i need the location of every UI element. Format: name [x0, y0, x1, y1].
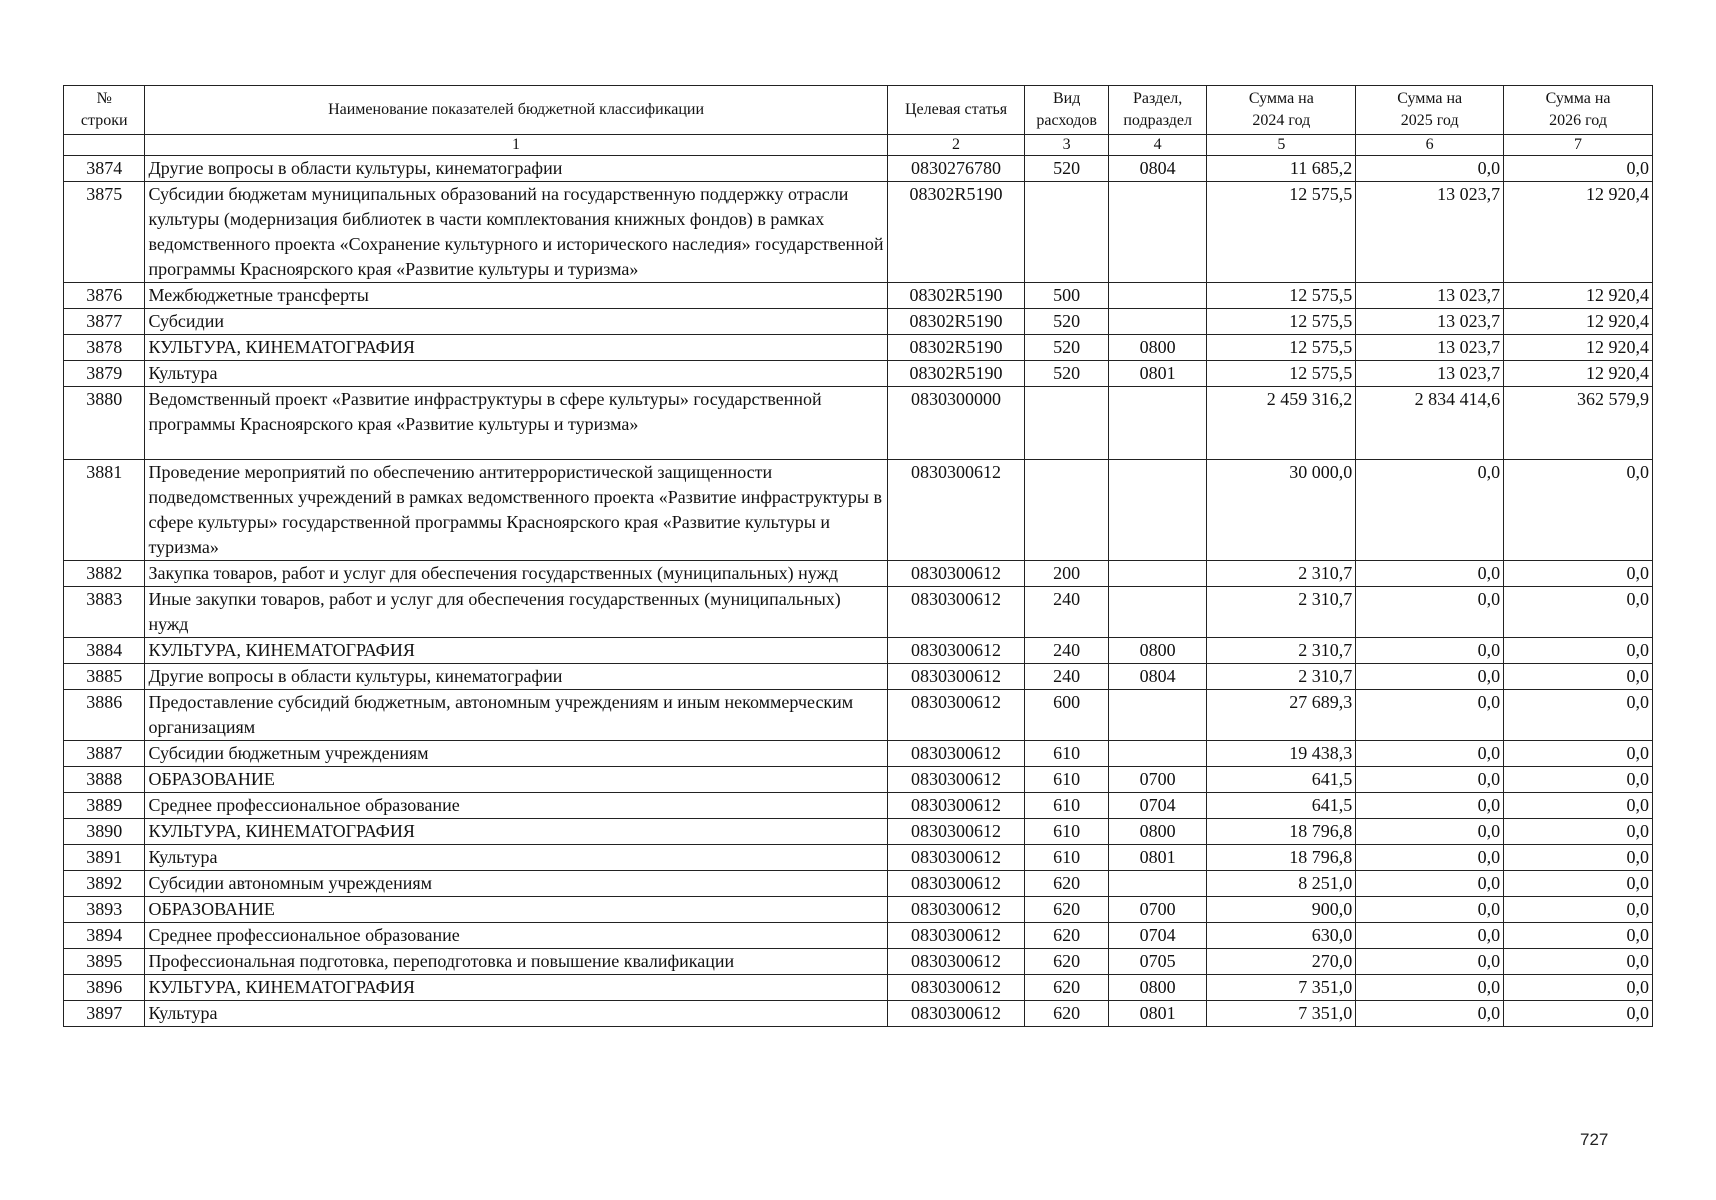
- cell-sum-2026: 0,0: [1504, 690, 1653, 741]
- cell-expense-kind: 620: [1025, 871, 1108, 897]
- cell-sum-2026: 0,0: [1504, 1001, 1653, 1027]
- column-number: 5: [1207, 135, 1356, 156]
- table-row: [64, 638, 1653, 664]
- cell-sum-2025: 0,0: [1356, 741, 1504, 767]
- cell-name: КУЛЬТУРА, КИНЕМАТОГРАФИЯ: [145, 975, 887, 1001]
- cell-name: Субсидии автономным учреждениям: [145, 871, 887, 897]
- cell-sum-2025: 13 023,7: [1356, 361, 1504, 387]
- cell-sum-2025: 0,0: [1356, 949, 1504, 975]
- cell-row-number: 3885: [64, 664, 145, 690]
- cell-expense-kind: 620: [1025, 949, 1108, 975]
- cell-sum-2024: 18 796,8: [1207, 819, 1356, 845]
- cell-sum-2024: 7 351,0: [1207, 975, 1356, 1001]
- cell-sum-2024: 12 575,5: [1207, 283, 1356, 309]
- cell-sum-2026: 12 920,4: [1504, 335, 1653, 361]
- cell-name: Культура: [145, 361, 887, 387]
- cell-target-article: 0830276780: [887, 156, 1025, 182]
- cell-sum-2026: 0,0: [1504, 975, 1653, 1001]
- table-row: [64, 664, 1653, 690]
- table-row: [64, 156, 1653, 182]
- cell-row-number: 3878: [64, 335, 145, 361]
- cell-section: [1108, 587, 1207, 638]
- cell-expense-kind: 240: [1025, 664, 1108, 690]
- cell-section: 0804: [1108, 156, 1207, 182]
- column-number: 4: [1108, 135, 1207, 156]
- cell-section: 0804: [1108, 664, 1207, 690]
- cell-row-number: 3895: [64, 949, 145, 975]
- cell-name: Субсидии бюджетам муниципальных образований на государственную поддержку отрасли культуры (модернизация библиотек в части комплектования книжных фондов) в рамках ведомственного проекта «Сохранение культурного и исторического наследия» государственной программы Красноярского края «Развитие культуры и туризма»: [145, 182, 887, 283]
- cell-sum-2025: 0,0: [1356, 819, 1504, 845]
- cell-name: Межбюджетные трансферты: [145, 283, 887, 309]
- header-target-article: Целевая статья: [887, 86, 1025, 135]
- cell-section: [1108, 182, 1207, 283]
- cell-name: Субсидии бюджетным учреждениям: [145, 741, 887, 767]
- cell-expense-kind: 620: [1025, 1001, 1108, 1027]
- cell-sum-2025: 0,0: [1356, 845, 1504, 871]
- cell-expense-kind: 520: [1025, 156, 1108, 182]
- cell-sum-2024: 19 438,3: [1207, 741, 1356, 767]
- cell-name: ОБРАЗОВАНИЕ: [145, 767, 887, 793]
- cell-target-article: 0830300612: [887, 975, 1025, 1001]
- table-row: [64, 767, 1653, 793]
- cell-sum-2024: 27 689,3: [1207, 690, 1356, 741]
- cell-expense-kind: 500: [1025, 283, 1108, 309]
- header-name: Наименование показателей бюджетной классификации: [145, 86, 887, 135]
- cell-expense-kind: 520: [1025, 335, 1108, 361]
- cell-sum-2026: 0,0: [1504, 664, 1653, 690]
- cell-row-number: 3877: [64, 309, 145, 335]
- cell-row-number: 3880: [64, 387, 145, 460]
- cell-sum-2024: 900,0: [1207, 897, 1356, 923]
- cell-sum-2026: 0,0: [1504, 819, 1653, 845]
- table-row: [64, 845, 1653, 871]
- cell-expense-kind: [1025, 387, 1108, 460]
- cell-target-article: 0830300612: [887, 741, 1025, 767]
- cell-section: 0800: [1108, 975, 1207, 1001]
- cell-row-number: 3891: [64, 845, 145, 871]
- cell-sum-2024: 630,0: [1207, 923, 1356, 949]
- cell-row-number: 3890: [64, 819, 145, 845]
- cell-sum-2024: 7 351,0: [1207, 1001, 1356, 1027]
- cell-sum-2026: 362 579,9: [1504, 387, 1653, 460]
- cell-row-number: 3889: [64, 793, 145, 819]
- cell-target-article: 0830300612: [887, 664, 1025, 690]
- cell-section: [1108, 561, 1207, 587]
- cell-sum-2025: 0,0: [1356, 690, 1504, 741]
- cell-expense-kind: 610: [1025, 845, 1108, 871]
- cell-sum-2025: 0,0: [1356, 664, 1504, 690]
- cell-row-number: 3881: [64, 460, 145, 561]
- table-body: [64, 156, 1653, 1027]
- cell-expense-kind: 200: [1025, 561, 1108, 587]
- cell-expense-kind: 620: [1025, 897, 1108, 923]
- cell-name: Проведение мероприятий по обеспечению антитеррористической защищенности подведомственных учреждений в рамках ведомственного проекта «Развитие инфраструктуры в сфере культуры» государственной программы Красноярского края «Развитие культуры и туризма»: [145, 460, 887, 561]
- cell-section: 0800: [1108, 638, 1207, 664]
- cell-target-article: 08302R5190: [887, 283, 1025, 309]
- column-number-row: [64, 135, 1653, 156]
- cell-target-article: 0830300000: [887, 387, 1025, 460]
- cell-sum-2024: 2 310,7: [1207, 638, 1356, 664]
- cell-expense-kind: 610: [1025, 793, 1108, 819]
- cell-target-article: 0830300612: [887, 460, 1025, 561]
- cell-sum-2025: 13 023,7: [1356, 182, 1504, 283]
- cell-row-number: 3896: [64, 975, 145, 1001]
- header-sum-2024: Сумма на 2024 год: [1207, 86, 1356, 135]
- cell-section: [1108, 309, 1207, 335]
- cell-row-number: 3875: [64, 182, 145, 283]
- cell-sum-2026: 0,0: [1504, 460, 1653, 561]
- cell-name: Ведомственный проект «Развитие инфраструктуры в сфере культуры» государственной программы Красноярского края «Развитие культуры и туризма»: [145, 387, 887, 460]
- cell-sum-2024: 8 251,0: [1207, 871, 1356, 897]
- cell-row-number: 3893: [64, 897, 145, 923]
- cell-sum-2026: 0,0: [1504, 793, 1653, 819]
- cell-sum-2026: 0,0: [1504, 741, 1653, 767]
- cell-row-number: 3887: [64, 741, 145, 767]
- table-row: [64, 361, 1653, 387]
- cell-row-number: 3874: [64, 156, 145, 182]
- cell-sum-2026: 0,0: [1504, 845, 1653, 871]
- cell-row-number: 3879: [64, 361, 145, 387]
- cell-name: КУЛЬТУРА, КИНЕМАТОГРАФИЯ: [145, 819, 887, 845]
- table-row: [64, 819, 1653, 845]
- cell-name: Профессиональная подготовка, переподготовка и повышение квалификации: [145, 949, 887, 975]
- column-number: [64, 135, 145, 156]
- cell-section: 0801: [1108, 845, 1207, 871]
- cell-target-article: 08302R5190: [887, 361, 1025, 387]
- cell-sum-2025: 13 023,7: [1356, 309, 1504, 335]
- cell-sum-2026: 0,0: [1504, 897, 1653, 923]
- budget-classification-table: [63, 85, 1653, 1027]
- cell-sum-2025: 13 023,7: [1356, 335, 1504, 361]
- cell-section: [1108, 741, 1207, 767]
- table-row: [64, 871, 1653, 897]
- cell-sum-2026: 0,0: [1504, 638, 1653, 664]
- cell-name: ОБРАЗОВАНИЕ: [145, 897, 887, 923]
- cell-sum-2024: 12 575,5: [1207, 335, 1356, 361]
- cell-expense-kind: 240: [1025, 638, 1108, 664]
- cell-section: 0705: [1108, 949, 1207, 975]
- header-section: Раздел, подраздел: [1108, 86, 1207, 135]
- cell-name: Среднее профессиональное образование: [145, 923, 887, 949]
- cell-row-number: 3892: [64, 871, 145, 897]
- cell-target-article: 0830300612: [887, 923, 1025, 949]
- cell-target-article: 0830300612: [887, 1001, 1025, 1027]
- cell-target-article: 0830300612: [887, 897, 1025, 923]
- cell-expense-kind: 620: [1025, 923, 1108, 949]
- cell-sum-2026: 12 920,4: [1504, 182, 1653, 283]
- cell-sum-2025: 0,0: [1356, 871, 1504, 897]
- page-number: 727: [1580, 1130, 1609, 1149]
- cell-sum-2025: 0,0: [1356, 587, 1504, 638]
- column-number: 7: [1504, 135, 1653, 156]
- cell-sum-2024: 12 575,5: [1207, 182, 1356, 283]
- cell-sum-2024: 2 310,7: [1207, 561, 1356, 587]
- cell-name: Закупка товаров, работ и услуг для обеспечения государственных (муниципальных) нужд: [145, 561, 887, 587]
- cell-sum-2025: 0,0: [1356, 561, 1504, 587]
- cell-sum-2024: 12 575,5: [1207, 309, 1356, 335]
- cell-name: КУЛЬТУРА, КИНЕМАТОГРАФИЯ: [145, 638, 887, 664]
- cell-sum-2026: 0,0: [1504, 923, 1653, 949]
- cell-sum-2025: 0,0: [1356, 156, 1504, 182]
- cell-row-number: 3888: [64, 767, 145, 793]
- cell-section: 0704: [1108, 923, 1207, 949]
- cell-name: Субсидии: [145, 309, 887, 335]
- cell-row-number: 3897: [64, 1001, 145, 1027]
- table-row: [64, 923, 1653, 949]
- cell-target-article: 0830300612: [887, 949, 1025, 975]
- cell-target-article: 08302R5190: [887, 335, 1025, 361]
- cell-sum-2025: 0,0: [1356, 767, 1504, 793]
- cell-sum-2026: 0,0: [1504, 561, 1653, 587]
- cell-row-number: 3884: [64, 638, 145, 664]
- cell-name: КУЛЬТУРА, КИНЕМАТОГРАФИЯ: [145, 335, 887, 361]
- cell-row-number: 3882: [64, 561, 145, 587]
- table-row: [64, 283, 1653, 309]
- cell-target-article: 0830300612: [887, 767, 1025, 793]
- cell-sum-2026: 12 920,4: [1504, 309, 1653, 335]
- cell-sum-2024: 2 310,7: [1207, 664, 1356, 690]
- cell-target-article: 0830300612: [887, 587, 1025, 638]
- cell-sum-2025: 0,0: [1356, 975, 1504, 1001]
- cell-name: Культура: [145, 1001, 887, 1027]
- column-number: 6: [1356, 135, 1504, 156]
- cell-sum-2025: 0,0: [1356, 460, 1504, 561]
- cell-sum-2024: 30 000,0: [1207, 460, 1356, 561]
- cell-sum-2025: 0,0: [1356, 923, 1504, 949]
- cell-row-number: 3883: [64, 587, 145, 638]
- cell-section: 0704: [1108, 793, 1207, 819]
- header-expense-kind: Вид расходов: [1025, 86, 1108, 135]
- cell-name: Культура: [145, 845, 887, 871]
- cell-section: 0800: [1108, 335, 1207, 361]
- table-header-row: [64, 86, 1653, 135]
- cell-sum-2024: 270,0: [1207, 949, 1356, 975]
- table-row: [64, 793, 1653, 819]
- cell-target-article: 0830300612: [887, 638, 1025, 664]
- cell-expense-kind: 240: [1025, 587, 1108, 638]
- cell-sum-2024: 2 310,7: [1207, 587, 1356, 638]
- table-row: [64, 335, 1653, 361]
- header-sum-2025: Сумма на 2025 год: [1356, 86, 1504, 135]
- cell-sum-2026: 12 920,4: [1504, 361, 1653, 387]
- cell-sum-2024: 2 459 316,2: [1207, 387, 1356, 460]
- column-number: 1: [145, 135, 887, 156]
- cell-target-article: 0830300612: [887, 845, 1025, 871]
- cell-sum-2026: 0,0: [1504, 871, 1653, 897]
- cell-name: Среднее профессиональное образование: [145, 793, 887, 819]
- cell-section: [1108, 283, 1207, 309]
- cell-sum-2025: 2 834 414,6: [1356, 387, 1504, 460]
- cell-target-article: 0830300612: [887, 793, 1025, 819]
- cell-section: 0700: [1108, 767, 1207, 793]
- cell-sum-2026: 12 920,4: [1504, 283, 1653, 309]
- cell-row-number: 3876: [64, 283, 145, 309]
- cell-name: Другие вопросы в области культуры, кинематографии: [145, 664, 887, 690]
- cell-section: [1108, 690, 1207, 741]
- cell-name: Другие вопросы в области культуры, кинематографии: [145, 156, 887, 182]
- cell-sum-2025: 0,0: [1356, 897, 1504, 923]
- table-row: [64, 387, 1653, 460]
- table-row: [64, 309, 1653, 335]
- table-row: [64, 949, 1653, 975]
- table-row: [64, 561, 1653, 587]
- header-sum-2026: Сумма на 2026 год: [1504, 86, 1653, 135]
- cell-sum-2026: 0,0: [1504, 949, 1653, 975]
- cell-expense-kind: 520: [1025, 309, 1108, 335]
- cell-expense-kind: 520: [1025, 361, 1108, 387]
- cell-expense-kind: 610: [1025, 819, 1108, 845]
- cell-expense-kind: 600: [1025, 690, 1108, 741]
- cell-sum-2024: 11 685,2: [1207, 156, 1356, 182]
- cell-section: [1108, 460, 1207, 561]
- cell-sum-2025: 0,0: [1356, 1001, 1504, 1027]
- table-row: [64, 460, 1653, 561]
- cell-sum-2025: 0,0: [1356, 638, 1504, 664]
- cell-name: Предоставление субсидий бюджетным, автономным учреждениям и иным некоммерческим организациям: [145, 690, 887, 741]
- cell-target-article: 0830300612: [887, 690, 1025, 741]
- cell-section: 0800: [1108, 819, 1207, 845]
- table-row: [64, 690, 1653, 741]
- cell-name: Иные закупки товаров, работ и услуг для обеспечения государственных (муниципальных) нужд: [145, 587, 887, 638]
- cell-sum-2024: 641,5: [1207, 767, 1356, 793]
- cell-target-article: 08302R5190: [887, 309, 1025, 335]
- cell-target-article: 0830300612: [887, 871, 1025, 897]
- cell-sum-2026: 0,0: [1504, 587, 1653, 638]
- cell-sum-2024: 12 575,5: [1207, 361, 1356, 387]
- cell-section: 0801: [1108, 361, 1207, 387]
- cell-section: 0801: [1108, 1001, 1207, 1027]
- table-row: [64, 587, 1653, 638]
- cell-sum-2025: 13 023,7: [1356, 283, 1504, 309]
- table-row: [64, 897, 1653, 923]
- cell-row-number: 3886: [64, 690, 145, 741]
- cell-expense-kind: [1025, 182, 1108, 283]
- cell-target-article: 0830300612: [887, 561, 1025, 587]
- cell-section: [1108, 387, 1207, 460]
- cell-section: [1108, 871, 1207, 897]
- cell-expense-kind: 610: [1025, 741, 1108, 767]
- table-row: [64, 975, 1653, 1001]
- table-row: [64, 741, 1653, 767]
- column-number: 2: [887, 135, 1025, 156]
- cell-sum-2025: 0,0: [1356, 793, 1504, 819]
- cell-target-article: 08302R5190: [887, 182, 1025, 283]
- cell-sum-2024: 641,5: [1207, 793, 1356, 819]
- cell-sum-2024: 18 796,8: [1207, 845, 1356, 871]
- cell-target-article: 0830300612: [887, 819, 1025, 845]
- cell-sum-2026: 0,0: [1504, 767, 1653, 793]
- column-number: 3: [1025, 135, 1108, 156]
- cell-expense-kind: 620: [1025, 975, 1108, 1001]
- cell-expense-kind: [1025, 460, 1108, 561]
- cell-section: 0700: [1108, 897, 1207, 923]
- cell-sum-2026: 0,0: [1504, 156, 1653, 182]
- cell-expense-kind: 610: [1025, 767, 1108, 793]
- cell-row-number: 3894: [64, 923, 145, 949]
- table-row: [64, 1001, 1653, 1027]
- header-row-number: № строки: [64, 86, 145, 135]
- table-row: [64, 182, 1653, 283]
